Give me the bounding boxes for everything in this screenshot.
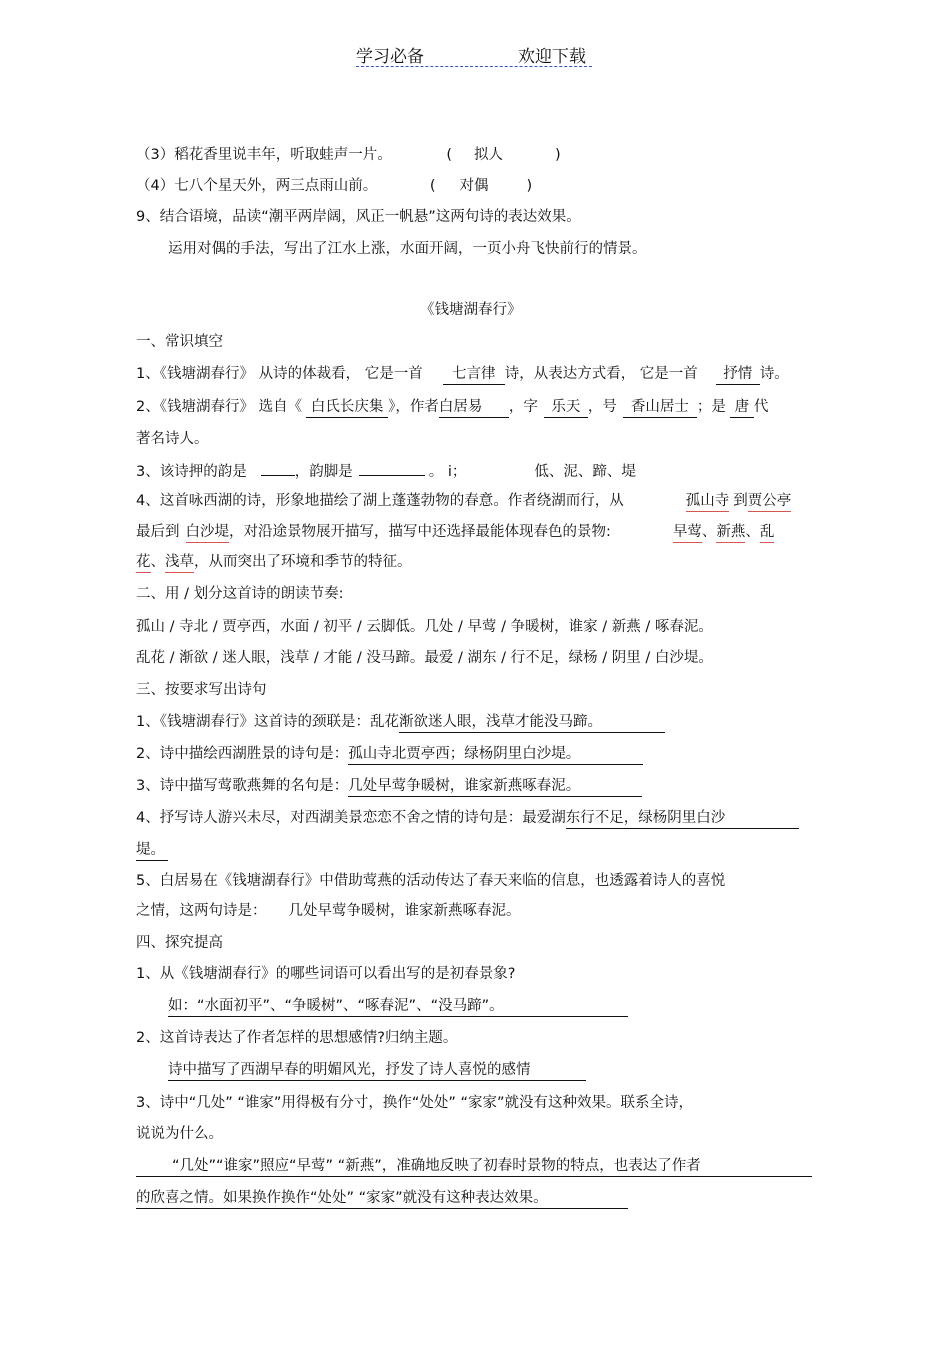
header-left: 学习必备 [356,47,424,67]
s3-q4-cont [136,840,168,861]
answer-underline: 几处早莺争暖树，谁家新燕啄春泥。 [348,776,642,797]
answer-underline: 渐欲迷人眼，浅草才能没马蹄。 [399,712,665,733]
answer-underline: 早莺 [673,522,702,543]
s4-q3-answer-2: 的欣喜之情。如果换作换作“处处” “家家”就没有这种表达效果。 [136,1188,628,1209]
s1-q2: 2、《钱塘湖春行》 选自《 白氏长庆集 》，作者白居易 ，字 乐天 ，号 香山居士 ；是 唐 代 [136,397,768,418]
section-1-heading: 一、常识填空 [136,334,223,350]
s3-q1: 1、《钱塘湖春行》这首诗的颈联是：乱花渐欲迷人眼，浅草才能没马蹄。 [136,712,665,733]
rhythm-line-2: 乱花 / 渐欲 / 迷人眼，浅草 / 才能 / 没马蹄。最爱 / 湖东 / 行不足，绿杨 / 阴里 / 白沙堤。 [136,650,713,666]
section-3-heading: 三、按要求写出诗句 [136,682,267,698]
answer-underline: 孤山寺 [686,491,730,512]
answer-blank: 白氏长庆集 [306,397,388,418]
prev-q4-answer: 对偶 [459,178,489,194]
s1-q3: 3、该诗押的韵是 ，韵脚是 。 i； 低、泥、蹄、堤 [136,460,636,482]
prev-q4: （4）七八个星天外，两三点雨山前。 ( 对偶 ) [136,178,533,194]
answer-blank [359,460,425,476]
answer-underline: 白沙堤 [186,522,230,543]
answer-blank: 唐 [730,397,754,418]
s1-q4-line3: 花、浅草，从而突出了环境和季节的特征。 [136,552,412,573]
poem-title: 《钱塘湖春行》 [420,302,522,318]
section-2-heading: 二、用 / 划分这首诗的朗读节奏: [136,586,344,602]
answer-blank [261,460,295,476]
s4-q3-cont: 说说为什么。 [136,1126,223,1142]
answer-blank: 七言律 [443,364,505,385]
rhyme-words: 低、泥、蹄、堤 [534,464,636,480]
s4-q1-answer: 如：“水面初平”、“争暖树”、“啄春泥”、“没马蹄”。 [168,996,628,1017]
s1-q4-line2: 最后到 白沙堤，对沿途景物展开描写，描写中还选择最能体现春色的景物: 早莺、新燕、乱 [136,522,774,543]
answer-underline: 孤山寺北贾亭西；绿杨阴里白沙堤。 [348,744,643,765]
s4-q2: 2、这首诗表达了作者怎样的思想感情?归纳主题。 [136,1030,458,1046]
answer-underline: 花 [136,552,151,573]
s4-q3: 3、诗中“几处” “谁家”用得极有分寸，换作“处处” “家家”就没有这种效果。联系全诗， [136,1095,694,1111]
s3-q5: 5、白居易在《钱塘湖春行》中借助莺燕的活动传达了春天来临的信息，也透露着诗人的喜悦 [136,873,726,889]
s3-q5-answer: 几处早莺争暖树，谁家新燕啄春泥。 [288,903,521,919]
s1-q2-cont: 著名诗人。 [136,431,209,447]
prev-q9-answer: 运用对偶的手法，写出了江水上涨，水面开阔，一页小舟飞快前行的情景。 [168,241,647,257]
answer-underline: 浅草 [165,552,194,573]
answer-blank: 白居易 [439,397,509,418]
answer-blank: 抒情 [716,364,760,385]
answer-underline: 乱 [760,522,775,543]
s1-q1: 1、《钱塘湖春行》 从诗的体裁看， 它是一首 七言律 诗，从表达方式看， 它是一首 抒情 诗。 [136,364,789,385]
s3-q5-cont: 之情，这两句诗是： 几处早莺争暖树，谁家新燕啄春泥。 [136,903,521,919]
s4-q1: 1、从《钱塘湖春行》的哪些词语可以看出写的是初春景象? [136,966,516,982]
answer-underline: 贾公亭 [748,491,792,512]
s1-q4-line1: 4、这首咏西湖的诗，形象地描绘了湖上蓬蓬勃物的春意。作者绕湖而行，从 孤山寺 到贾公亭 [136,491,791,512]
answer-underline: 新燕 [716,522,745,543]
section-4-heading: 四、探究提高 [136,935,223,951]
s4-q2-answer: 诗中描写了西湖早春的明媚风光，抒发了诗人喜悦的感情 [168,1060,586,1081]
answer-underline: 东行不足，绿杨阴里白沙 [566,808,799,829]
answer-blank: 乐天 [544,397,588,418]
header-right: 欢迎下载 [518,47,586,67]
s4-q3-answer-1: “几处”“谁家”照应“早莺” “新燕”，准确地反映了初春时景物的特点，也表达了作者 [136,1156,812,1177]
s3-q4: 4、抒写诗人游兴未尽，对西湖美景恋恋不舍之情的诗句是：最爱湖东行不足，绿杨阴里白沙 [136,808,799,829]
prev-q3-answer: 拟人 [474,147,504,163]
rhythm-line-1: 孤山 / 寺北 / 贾亭西，水面 / 初平 / 云脚低。几处 / 早莺 / 争暖树，谁家 / 新燕 / 啄春泥。 [136,619,713,635]
s3-q2: 2、诗中描绘西湖胜景的诗句是：孤山寺北贾亭西；绿杨阴里白沙堤。 [136,744,643,765]
prev-q3: （3）稻花香里说丰年，听取蛙声一片。 ( 拟人 ) [136,147,561,163]
prev-q9: 9、结合语境，品读“潮平两岸阔，风正一帆悬”这两句诗的表达效果。 [136,209,581,225]
s3-q3: 3、诗中描写莺歌燕舞的名句是：几处早莺争暖树，谁家新燕啄春泥。 [136,776,642,797]
answer-underline: 堤。 [136,840,168,861]
answer-blank: 香山居士 [623,397,697,418]
page-header [356,40,592,67]
